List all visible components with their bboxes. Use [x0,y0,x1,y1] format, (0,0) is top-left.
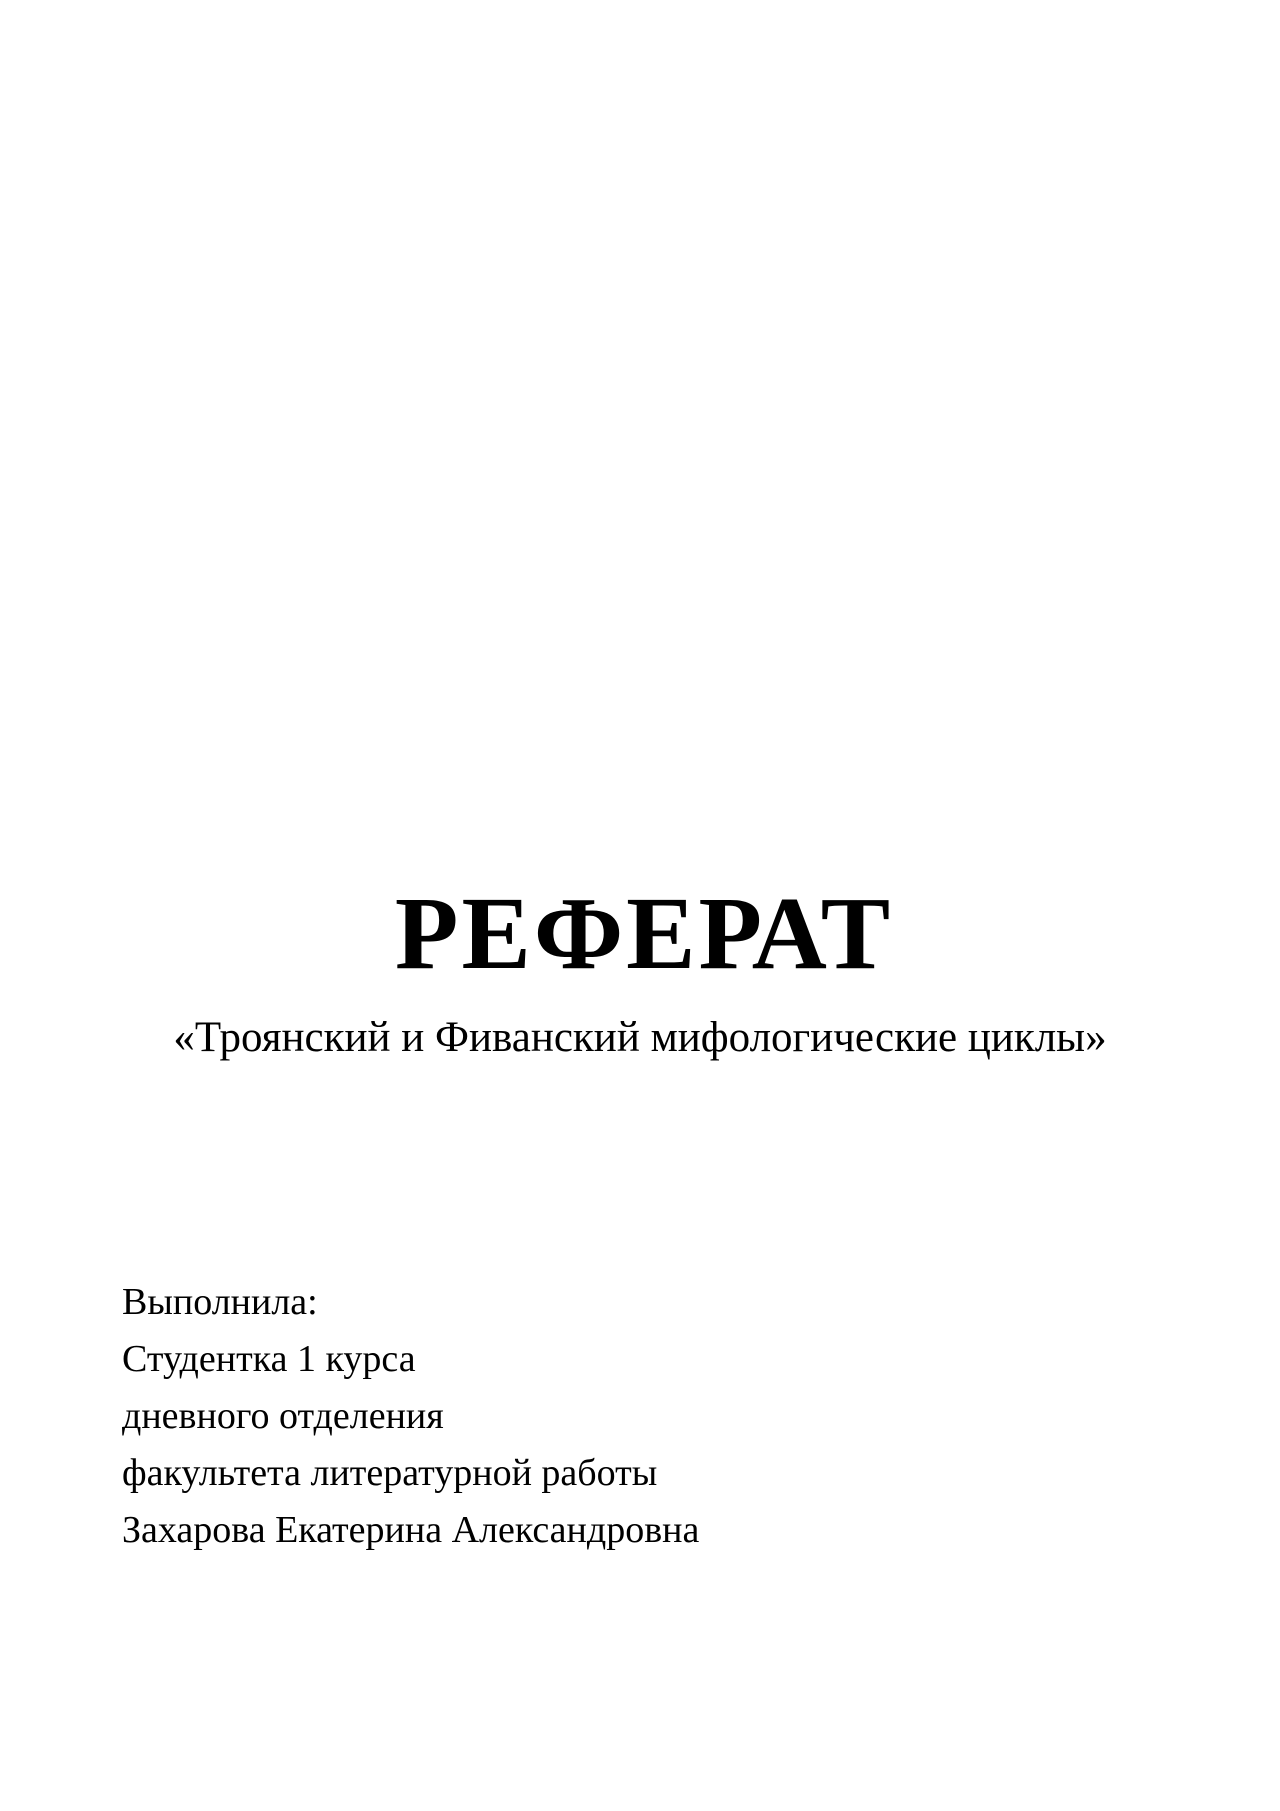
author-faculty: факультета литературной работы [122,1452,658,1494]
document-title: РЕФЕРАТ [394,876,894,991]
document-subtitle: «Троянский и Фиванский мифологические циклы» [173,1014,1107,1061]
author-label: Выполнила: [122,1281,318,1323]
author-department: дневного отделения [122,1395,444,1437]
author-info [122,1274,1122,1559]
author-name: Захарова Екатерина Александровна [122,1509,700,1551]
title-block [0,876,1280,991]
author-course: Студентка 1 курса [122,1338,416,1380]
